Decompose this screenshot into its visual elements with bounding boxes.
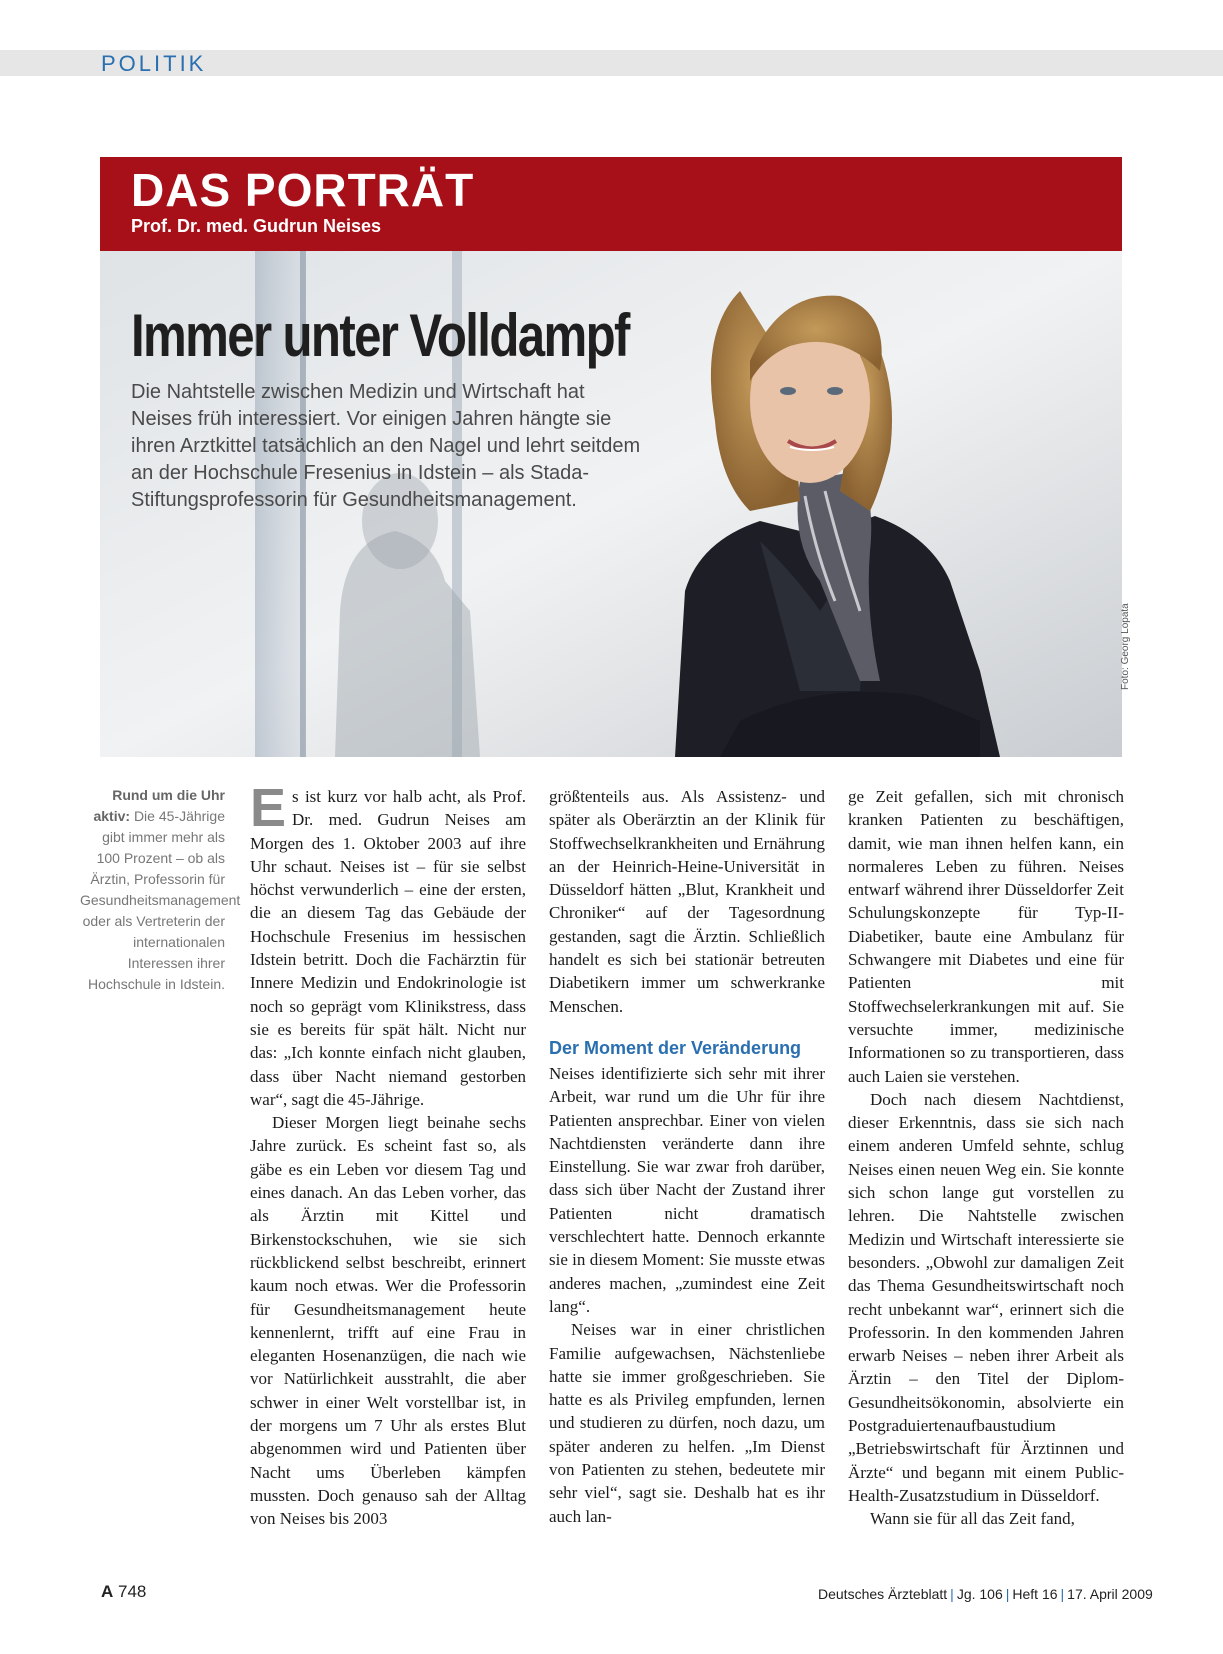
page-prefix: A xyxy=(101,1582,114,1601)
issue: Heft 16 xyxy=(1012,1586,1058,1602)
page-number xyxy=(101,1582,146,1602)
article-headline: Immer unter Volldampf xyxy=(131,302,629,369)
article-subheading: Der Moment der Veränderung xyxy=(549,1037,802,1058)
caption-lead: Rund um die Uhr aktiv: xyxy=(93,787,225,824)
article-paragraph: ge Zeit gefallen, sich mit chronisch kranken Patienten zu beschäftigen, damit, wie man ihnen helfen kann, ein normaleres Leben zu führen. Neises entwarf während ihrer Düsseldorfer Zeit Schulungskonzepte für Typ-II-Diabetiker, baute eine Ambulanz für Schwangere mit Diabetes und eine für Patienten mit Stoffwechselerkrankungen mit auf. Sie versuchte immer, medizinische Informationen so zu transportieren, dass auch Laien sie verstehen. xyxy=(848,787,1124,1086)
article-column-3 xyxy=(848,785,1124,1531)
article-paragraph: Dieser Morgen liegt beinahe sechs Jahre zurück. Es scheint fast so, als gäbe es ein Leben vor diesem Tag und eines danach. An das Leben vorher, das als Ärztin mit Kittel und Birkenstockschuhen, wie sie sich rückblickend selbst beschreibt, erinnert kaum noch etwas. Wer die Professorin für Gesundheitsmanagement heute kennenlernt, trifft auf eine Frau in eleganten Hosenanzügen, die nach wie vor Natürlichkeit ausstrahlt, die aber schwer in einer Welt vorstellbar ist, in der morgens um 7 Uhr als erstes Blut abgenommen wird und Patienten über Nacht ums Überleben kämpfen mussten. Doch genauso sah der Alltag von Neises bis 2003 xyxy=(250,1113,526,1529)
separator: | xyxy=(1060,1586,1065,1602)
volume: Jg. 106 xyxy=(956,1586,1003,1602)
issue-date: 17. April 2009 xyxy=(1067,1586,1153,1602)
drop-cap: E xyxy=(250,778,287,838)
paragraph-text: s ist kurz vor halb acht, als Prof. Dr. med. Gudrun Neises am Morgen des 1. Oktober 2003 auf ihre Uhr schaut. Neises ist – für sie selbst höchst verwunderlich – eine der ersten, die an diesem Tag das Gebäude der Hochschule Fresenius im hessischen Idstein betritt. Doch die Fachärztin für Innere Medizin und Endokrinologie ist noch so geprägt vom Klinikstress, dass sie es bereits für spät hält. Nicht nur das: „Ich konnte einfach nicht glauben, dass über Nacht niemand gestorben war“, sagt die 45-Jährige. xyxy=(250,787,526,1109)
article-paragraph: Neises war in einer christlichen Familie aufgewachsen, Nächstenliebe hatte sie immer großgeschrieben. Sie hatte es als Privileg empfunden, lernen und studieren zu dürfen, noch dazu, um später anderen zu helfen. „Im Dienst von Patienten zu stehen, bedeutete mir sehr viel“, sagt sie. Deshalb hat es ihr auch lan- xyxy=(549,1320,825,1526)
page-number-value: 748 xyxy=(118,1582,147,1601)
portrait-photo xyxy=(100,251,1122,757)
article-column-2 xyxy=(549,785,825,1528)
banner-title: DAS PORTRÄT xyxy=(131,164,475,216)
article-paragraph: Wann sie für all das Zeit fand, xyxy=(870,1509,1075,1529)
article-column-1 xyxy=(250,778,526,1531)
publication-info xyxy=(818,1586,1153,1602)
portrait-banner xyxy=(100,157,1122,251)
banner-subtitle: Prof. Dr. med. Gudrun Neises xyxy=(131,216,382,236)
photo-credit: Foto: Georg Lopata xyxy=(1120,603,1131,690)
separator: | xyxy=(950,1586,954,1602)
article-paragraph: Neises identifizierte sich sehr mit ihrer Arbeit, war rund um die Uhr für ihre Patienten ansprechbar. Einer von vielen Nachtdiensten veränderte dann ihre Einstellung. Sie war zwar froh darüber, dass sich über Nacht der Zustand ihrer Patienten nicht dramatisch verschlechtert hatte. Dennoch erkannte sie in diesem Moment: Sie musste etwas anderes machen, „zumindest eine Zeit lang“. xyxy=(549,1063,825,1316)
article-teaser: Die Nahtstelle zwischen Medizin und Wirtschaft hat Neises früh interessiert. Vor einigen Jahren hängte sie ihren Arztkittel tatsächlich an den Nagel und lehrt seitdem an der Hochschule Fresenius in Idstein – als Stada-Stiftungsprofessorin für Gesundheitsmanagement. xyxy=(131,381,641,511)
separator: | xyxy=(1005,1586,1010,1602)
article-paragraph xyxy=(250,778,526,1111)
article-paragraph: Doch nach diesem Nachtdienst, dieser Erkenntnis, dass sie sich nach einem anderen Umfeld sehnte, schlug Neises einen neuen Weg ein. Sie konnte sich schon lange gut vorstellen zu lehren. Die Nahtstelle zwischen Medizin und Wirtschaft interessierte sie besonders. „Obwohl zur damaligen Zeit das Thema Gesundheitswirtschaft noch recht unbekannt war“, erinnert sich die Professorin. In den kommenden Jahren erwarb Neises – neben ihrer Arbeit als Ärztin – den Titel der Diplom-Gesundheitsökonomin, absolvierte ein Postgraduiertenaufbaustudium „Betriebswirtschaft für Ärztinnen und Ärzte“ und begann mit einem Public-Health-Zusatzstudium in Düsseldorf. xyxy=(848,1089,1124,1505)
journal-name: Deutsches Ärzteblatt xyxy=(818,1586,948,1602)
photo-caption xyxy=(80,785,241,995)
caption-text: Die 45-Jährige gibt immer mehr als 100 Prozent – ob als Ärztin, Professorin für Gesundheitsmanagement oder als Vertreterin der internationalen Interessen ihrer Hochschule in Idstein. xyxy=(80,808,241,992)
article-paragraph: größtenteils aus. Als Assistenz- und später als Oberärztin an der Klinik für Stoffwechselkrankheiten und Ernährung an der Heinrich-Heine-Universität in Düsseldorf hätten „Blut, Krankheit und Chroniker“ auf der Tagesordnung gestanden, sagt die Ärztin. Schließlich handelt es sich bei stationär betreuten Diabetikern immer um schwerkranke Menschen. xyxy=(549,787,825,1016)
section-label: POLITIK xyxy=(101,51,207,76)
